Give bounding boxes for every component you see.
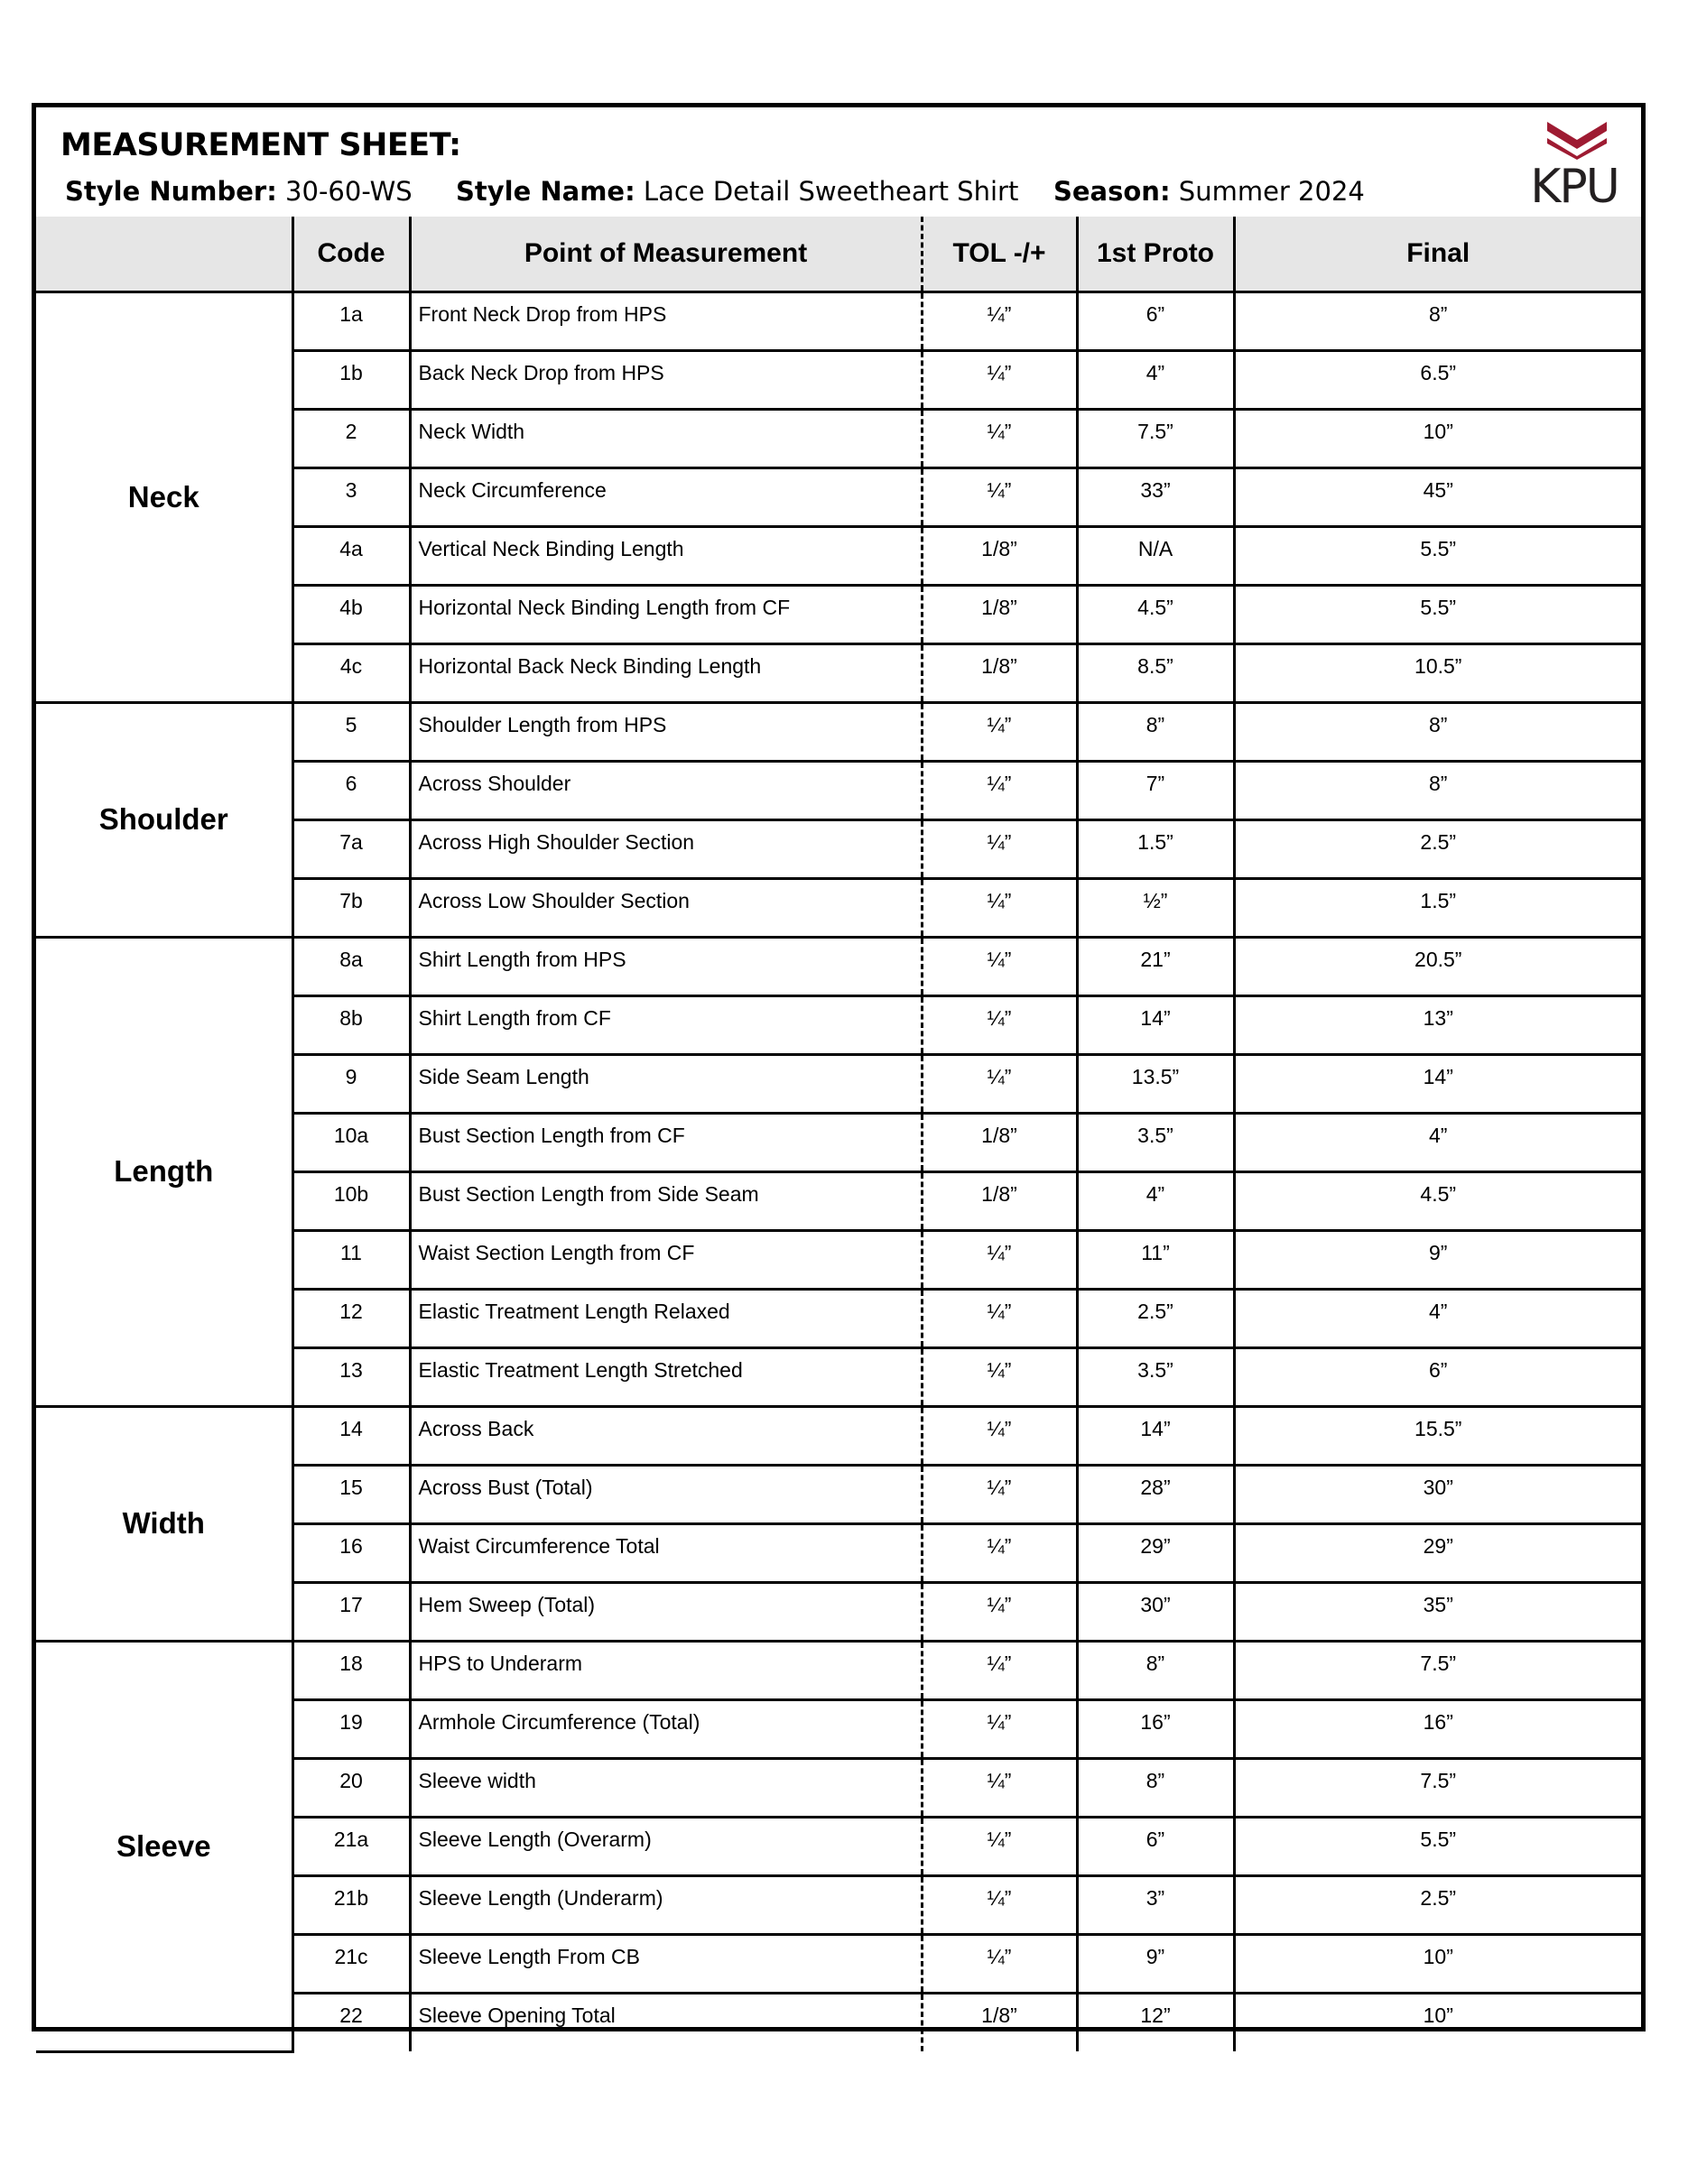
tol-cell: ¼” <box>922 1054 1077 1113</box>
column-header-final: Final <box>1234 217 1641 292</box>
pom-cell: Waist Circumference Total <box>410 1523 922 1582</box>
tol-cell: ¼” <box>922 409 1077 467</box>
pom-cell: Vertical Neck Binding Length <box>410 526 922 585</box>
proto-cell: 12” <box>1077 1993 1234 2051</box>
code-cell: 10a <box>292 1113 410 1171</box>
code-cell: 2 <box>292 409 410 467</box>
final-cell: 7.5” <box>1234 1758 1641 1817</box>
tol-cell: ¼” <box>922 1875 1077 1934</box>
code-cell: 10b <box>292 1171 410 1230</box>
pom-cell: Sleeve width <box>410 1758 922 1817</box>
tol-cell: ¼” <box>922 878 1077 937</box>
tol-cell: ¼” <box>922 292 1077 350</box>
code-cell: 7b <box>292 878 410 937</box>
code-cell: 8a <box>292 937 410 995</box>
proto-cell: 11” <box>1077 1230 1234 1289</box>
final-cell: 13” <box>1234 995 1641 1054</box>
tol-cell: ¼” <box>922 1934 1077 1993</box>
pom-cell: Across Back <box>410 1406 922 1465</box>
final-cell: 15.5” <box>1234 1406 1641 1465</box>
proto-cell: 4” <box>1077 1171 1234 1230</box>
season-value: Summer 2024 <box>1178 176 1365 207</box>
column-header-pom: Point of Measurement <box>410 217 922 292</box>
code-cell: 22 <box>292 1993 410 2051</box>
pom-cell: Neck Width <box>410 409 922 467</box>
sheet-header <box>36 107 1641 220</box>
final-cell: 9” <box>1234 1230 1641 1289</box>
tol-cell: ¼” <box>922 350 1077 409</box>
kpu-logo <box>1520 122 1628 214</box>
code-cell: 4c <box>292 643 410 702</box>
proto-cell: 3.5” <box>1077 1113 1234 1171</box>
code-cell: 20 <box>292 1758 410 1817</box>
proto-cell: 7.5” <box>1077 409 1234 467</box>
tol-cell: ¼” <box>922 1230 1077 1289</box>
final-cell: 10” <box>1234 1934 1641 1993</box>
tol-cell: 1/8” <box>922 585 1077 643</box>
pom-cell: Side Seam Length <box>410 1054 922 1113</box>
final-cell: 8” <box>1234 761 1641 819</box>
pom-cell: Bust Section Length from Side Seam <box>410 1171 922 1230</box>
code-cell: 1b <box>292 350 410 409</box>
table-row <box>36 1406 1641 1465</box>
code-cell: 19 <box>292 1699 410 1758</box>
proto-cell: 6” <box>1077 292 1234 350</box>
tol-cell: ¼” <box>922 995 1077 1054</box>
tol-cell: ¼” <box>922 819 1077 878</box>
proto-cell: 3.5” <box>1077 1347 1234 1406</box>
code-cell: 21a <box>292 1817 410 1875</box>
proto-cell: 30” <box>1077 1582 1234 1641</box>
final-cell: 1.5” <box>1234 878 1641 937</box>
tol-cell: ¼” <box>922 1641 1077 1699</box>
pom-cell: Shirt Length from HPS <box>410 937 922 995</box>
proto-cell: 1.5” <box>1077 819 1234 878</box>
code-cell: 4a <box>292 526 410 585</box>
pom-cell: Bust Section Length from CF <box>410 1113 922 1171</box>
final-cell: 5.5” <box>1234 585 1641 643</box>
tol-cell: 1/8” <box>922 1113 1077 1171</box>
code-cell: 17 <box>292 1582 410 1641</box>
proto-cell: 28” <box>1077 1465 1234 1523</box>
tol-cell: ¼” <box>922 1817 1077 1875</box>
pom-cell: Horizontal Back Neck Binding Length <box>410 643 922 702</box>
pom-cell: Across Bust (Total) <box>410 1465 922 1523</box>
kpu-logo-mark-icon <box>1547 122 1607 160</box>
tol-cell: ¼” <box>922 1406 1077 1465</box>
tol-cell: ¼” <box>922 1523 1077 1582</box>
proto-cell: 2.5” <box>1077 1289 1234 1347</box>
table-header-row <box>36 217 1641 292</box>
tol-cell: ¼” <box>922 702 1077 761</box>
pom-cell: Hem Sweep (Total) <box>410 1582 922 1641</box>
style-name-value: Lace Detail Sweetheart Shirt <box>643 176 1019 207</box>
proto-cell: 29” <box>1077 1523 1234 1582</box>
final-cell: 10.5” <box>1234 643 1641 702</box>
section-label-length: Length <box>36 937 292 1406</box>
final-cell: 14” <box>1234 1054 1641 1113</box>
tol-cell: ¼” <box>922 1758 1077 1817</box>
pom-cell: Sleeve Length (Overarm) <box>410 1817 922 1875</box>
code-cell: 11 <box>292 1230 410 1289</box>
pom-cell: Elastic Treatment Length Relaxed <box>410 1289 922 1347</box>
proto-cell: 21” <box>1077 937 1234 995</box>
season-label: Season: <box>1053 176 1171 207</box>
section-label-width: Width <box>36 1406 292 1641</box>
season <box>1053 176 1365 207</box>
final-cell: 16” <box>1234 1699 1641 1758</box>
style-number-label: Style Number: <box>65 176 277 207</box>
final-cell: 5.5” <box>1234 526 1641 585</box>
style-number <box>65 176 413 207</box>
code-cell: 18 <box>292 1641 410 1699</box>
final-cell: 45” <box>1234 467 1641 526</box>
sheet-title: MEASUREMENT SHEET: <box>60 127 461 163</box>
tol-cell: ¼” <box>922 1465 1077 1523</box>
tol-cell: ¼” <box>922 1347 1077 1406</box>
final-cell: 8” <box>1234 702 1641 761</box>
proto-cell: 13.5” <box>1077 1054 1234 1113</box>
final-cell: 30” <box>1234 1465 1641 1523</box>
table-row <box>36 937 1641 995</box>
proto-cell: 6” <box>1077 1817 1234 1875</box>
pom-cell: Sleeve Opening Total <box>410 1993 922 2051</box>
proto-cell: 7” <box>1077 761 1234 819</box>
measurement-table <box>36 217 1641 2053</box>
proto-cell: 8” <box>1077 1641 1234 1699</box>
pom-cell: Waist Section Length from CF <box>410 1230 922 1289</box>
proto-cell: N/A <box>1077 526 1234 585</box>
pom-cell: Shoulder Length from HPS <box>410 702 922 761</box>
column-header-code: Code <box>292 217 410 292</box>
pom-cell: Armhole Circumference (Total) <box>410 1699 922 1758</box>
code-cell: 8b <box>292 995 410 1054</box>
code-cell: 16 <box>292 1523 410 1582</box>
proto-cell: 16” <box>1077 1699 1234 1758</box>
proto-cell: 14” <box>1077 995 1234 1054</box>
final-cell: 29” <box>1234 1523 1641 1582</box>
pom-cell: Elastic Treatment Length Stretched <box>410 1347 922 1406</box>
final-cell: 6.5” <box>1234 350 1641 409</box>
proto-cell: 8” <box>1077 702 1234 761</box>
column-header-proto: 1st Proto <box>1077 217 1234 292</box>
section-label-sleeve: Sleeve <box>36 1641 292 2051</box>
code-cell: 7a <box>292 819 410 878</box>
proto-cell: 8.5” <box>1077 643 1234 702</box>
tol-cell: 1/8” <box>922 1171 1077 1230</box>
style-number-value: 30-60-WS <box>285 176 413 207</box>
final-cell: 10” <box>1234 409 1641 467</box>
code-cell: 21b <box>292 1875 410 1934</box>
tol-cell: ¼” <box>922 1582 1077 1641</box>
proto-cell: ½” <box>1077 878 1234 937</box>
tol-cell: ¼” <box>922 1699 1077 1758</box>
proto-cell: 4” <box>1077 350 1234 409</box>
code-cell: 21c <box>292 1934 410 1993</box>
final-cell: 4.5” <box>1234 1171 1641 1230</box>
pom-cell: Across High Shoulder Section <box>410 819 922 878</box>
final-cell: 2.5” <box>1234 819 1641 878</box>
final-cell: 8” <box>1234 292 1641 350</box>
pom-cell: Across Low Shoulder Section <box>410 878 922 937</box>
code-cell: 1a <box>292 292 410 350</box>
column-header-category <box>36 217 292 292</box>
style-name <box>456 176 1018 207</box>
pom-cell: Shirt Length from CF <box>410 995 922 1054</box>
tol-cell: 1/8” <box>922 643 1077 702</box>
table-row <box>36 702 1641 761</box>
pom-cell: Across Shoulder <box>410 761 922 819</box>
kpu-logo-text: KPU <box>1530 160 1618 214</box>
tol-cell: ¼” <box>922 1289 1077 1347</box>
table-body <box>36 292 1641 2051</box>
pom-cell: Horizontal Neck Binding Length from CF <box>410 585 922 643</box>
tol-cell: 1/8” <box>922 526 1077 585</box>
code-cell: 6 <box>292 761 410 819</box>
tol-cell: 1/8” <box>922 1993 1077 2051</box>
code-cell: 9 <box>292 1054 410 1113</box>
proto-cell: 4.5” <box>1077 585 1234 643</box>
proto-cell: 8” <box>1077 1758 1234 1817</box>
tol-cell: ¼” <box>922 937 1077 995</box>
proto-cell: 33” <box>1077 467 1234 526</box>
section-label-neck: Neck <box>36 292 292 702</box>
final-cell: 6” <box>1234 1347 1641 1406</box>
final-cell: 7.5” <box>1234 1641 1641 1699</box>
final-cell: 10” <box>1423 2003 1453 2027</box>
final-cell: 4” <box>1234 1113 1641 1171</box>
code-cell: 5 <box>292 702 410 761</box>
pom-cell: Sleeve Length (Underarm) <box>410 1875 922 1934</box>
code-cell: 4b <box>292 585 410 643</box>
code-cell: 14 <box>292 1406 410 1465</box>
section-label-shoulder: Shoulder <box>36 702 292 937</box>
code-cell: 13 <box>292 1347 410 1406</box>
proto-cell: 9” <box>1077 1934 1234 1993</box>
table-row <box>36 1641 1641 1699</box>
code-cell: 3 <box>292 467 410 526</box>
proto-cell: 3” <box>1077 1875 1234 1934</box>
final-cell: 2.5” <box>1234 1875 1641 1934</box>
final-cell: 20.5” <box>1234 937 1641 995</box>
final-cell: 35” <box>1234 1582 1641 1641</box>
measurement-sheet <box>32 103 1646 2031</box>
pom-cell: Back Neck Drop from HPS <box>410 350 922 409</box>
table-row <box>36 292 1641 350</box>
tol-cell: ¼” <box>922 761 1077 819</box>
final-cell: 4” <box>1234 1289 1641 1347</box>
code-cell: 12 <box>292 1289 410 1347</box>
pom-cell: Sleeve Length From CB <box>410 1934 922 1993</box>
proto-cell: 14” <box>1077 1406 1234 1465</box>
final-cell: 5.5” <box>1234 1817 1641 1875</box>
column-header-tol: TOL -/+ <box>922 217 1077 292</box>
pom-cell: Neck Circumference <box>410 467 922 526</box>
code-cell: 15 <box>292 1465 410 1523</box>
style-name-label: Style Name: <box>456 176 635 207</box>
pom-cell: Front Neck Drop from HPS <box>410 292 922 350</box>
pom-cell: HPS to Underarm <box>410 1641 922 1699</box>
tol-cell: ¼” <box>922 467 1077 526</box>
